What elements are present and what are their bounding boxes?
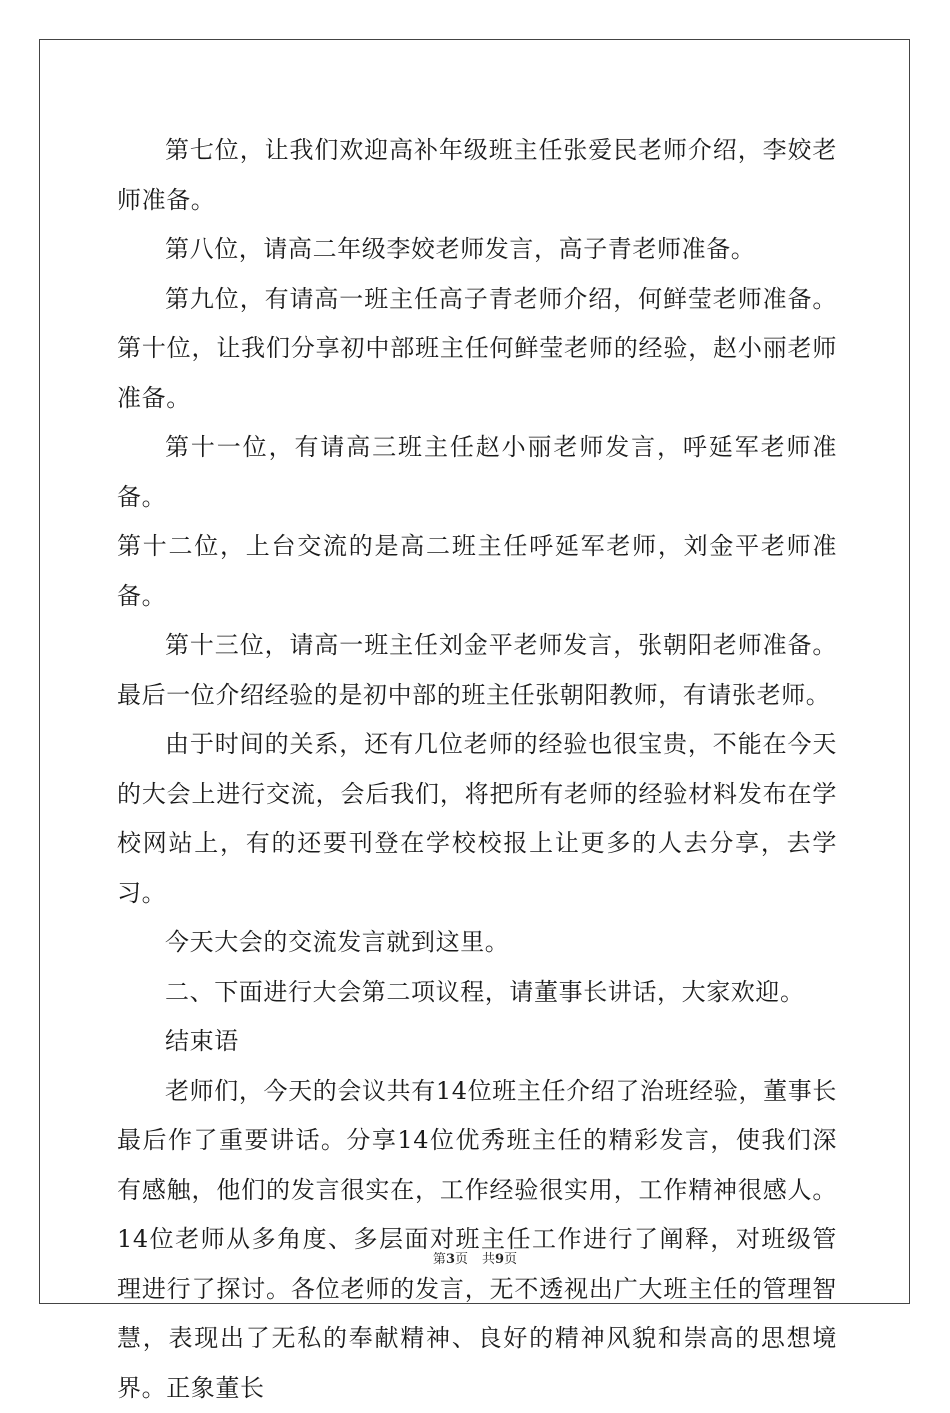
paragraph: 第十三位，请高一班主任刘金平老师发言，张朝阳老师准备。最后一位介绍经验的是初中部的班主任张朝阳教师，有请张老师。 [117, 621, 837, 720]
paragraph: 今天大会的交流发言就到这里。 [117, 918, 837, 968]
total-pages: 9 [495, 1252, 504, 1267]
paragraph: 第八位，请高二年级李姣老师发言，高子青老师准备。 [117, 225, 837, 275]
paragraph: 第七位，让我们欢迎高补年级班主任张爱民老师介绍，李姣老师准备。 [117, 126, 837, 225]
paragraph: 第十一位，有请高三班主任赵小丽老师发言，呼延军老师准备。 [117, 423, 837, 522]
paragraph: 老师们，今天的会议共有14位班主任介绍了治班经验，董事长最后作了重要讲话。分享14位优秀班主任的精彩发言，使我们深有感触，他们的发言很实在，工作经验很实用，工作精神很感人。14位老师从多角度、多层面对班主任工作进行了阐释，对班级管理进行了探讨。各位老师的发言，无不透视出广大班主任的管理智慧，表现出了无私的奉献精神、良好的精神风貌和崇高的思想境界。正象董长 [117, 1067, 837, 1413]
total-suffix: 页 [504, 1252, 517, 1267]
paragraph: 第十二位，上台交流的是高二班主任呼延军老师，刘金平老师准备。 [117, 522, 837, 621]
page-footer [0, 1248, 950, 1267]
paragraph: 二、下面进行大会第二项议程，请董事长讲话，大家欢迎。 [117, 968, 837, 1018]
page-prefix: 第 [433, 1252, 446, 1267]
section-heading: 结束语 [117, 1017, 837, 1067]
paragraph: 由于时间的关系，还有几位老师的经验也很宝贵，不能在今天的大会上进行交流，会后我们，将把所有老师的经验材料发布在学校网站上，有的还要刊登在学校校报上让更多的人去分享，去学习。 [117, 720, 837, 918]
page-number: 3 [446, 1252, 455, 1267]
total-prefix: 共 [482, 1252, 495, 1267]
page-suffix: 页 [455, 1252, 468, 1267]
document-body [117, 126, 837, 1413]
paragraph: 第九位，有请高一班主任高子青老师介绍，何鲜莹老师准备。第十位，让我们分享初中部班主任何鲜莹老师的经验，赵小丽老师准备。 [117, 275, 837, 424]
